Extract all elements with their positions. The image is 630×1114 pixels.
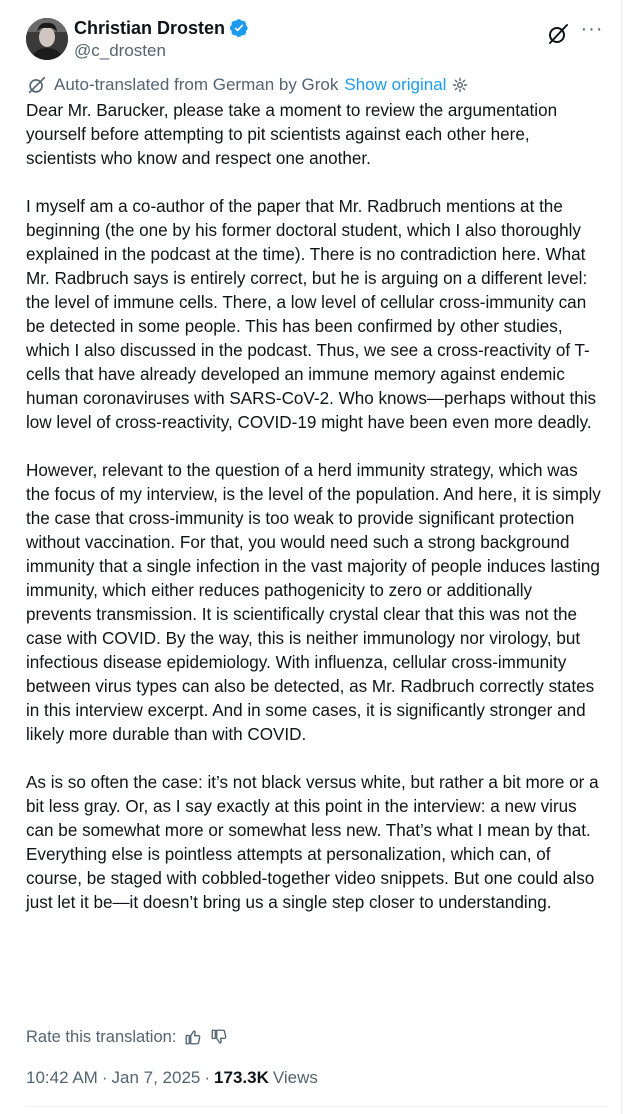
thumbs-up-icon[interactable] [184,1028,202,1046]
rate-translation-label: Rate this translation: [26,1027,177,1046]
post-text [26,99,601,915]
more-icon[interactable]: ··· [580,18,604,40]
post-paragraph: Dear Mr. Barucker, please take a moment to review the argumentation yourself before attempting to pit scientists against each other here, scientists who know and respect one another. [26,101,558,168]
translation-notice-text: Auto-translated from German by Grok [54,75,339,94]
post-date[interactable]: Jan 7, 2025 [111,1068,201,1087]
meta-separator: · [204,1068,211,1087]
grok-icon[interactable] [546,22,570,46]
verified-badge-icon[interactable] [229,18,249,38]
column-border [621,0,622,1114]
grok-icon [26,74,48,96]
post-time[interactable]: 10:42 AM [26,1068,98,1087]
post-paragraph: However, relevant to the question of a herd immunity strategy, which was the focus of my interview, is the level of the population. And here, it is simply the case that cross-immunity is too weak to provide significant protection without vaccination. For that, you would need such a strong background immunity that a single infection in the vast majority of people induces lasting immunity, which either reduces pathogenicity to zero or additionally prevents transmission. It is scientifically crystal clear that this was not the case with COVID. By the way, this is neither immunology nor virology, but infectious disease epidemiology. With influenza, cellular cross-immunity between virus types can also be detected, as Mr. Radbruch correctly states in this interview excerpt. And in some cases, it is significantly stronger and likely more durable than with COVID. [26,461,601,744]
translation-notice [26,73,468,97]
handle[interactable]: @c_drosten [74,41,166,60]
gear-icon[interactable] [452,77,468,93]
show-original-link[interactable]: Show original [344,75,447,94]
views-label: Views [272,1068,318,1087]
post-header [26,16,606,62]
divider [26,1106,608,1107]
views-count[interactable]: 173.3K [214,1068,269,1087]
rate-translation [26,1025,228,1049]
avatar[interactable] [26,18,68,60]
post-meta [26,1066,318,1090]
meta-separator: · [101,1068,108,1087]
thumbs-down-icon[interactable] [210,1028,228,1046]
post-paragraph: I myself am a co-author of the paper that Mr. Radbruch mentions at the beginning (the one by his former doctoral student, which I also thoroughly explained in the podcast at the time). There is no contradiction here. What Mr. Radbruch says is entirely correct, but he is arguing on a different level: the level of immune cells. There, a low level of cellular cross-immunity can be detected in some people. This has been confirmed by other studies, which I also discussed in the podcast. Thus, we see a cross-reactivity of T-cells that have already developed an immune memory against endemic human coronaviruses with SARS-CoV-2. Who knows—perhaps without this low level of cross-reactivity, COVID-19 might have been even more deadly. [26,197,597,432]
post-paragraph: As is so often the case: it’s not black versus white, but rather a bit more or a bit less gray. Or, as I say exactly at this point in the interview: a new virus can be somewhat more or somewhat less new. That’s what I mean by that. Everything else is pointless attempts at personalization, which can, of course, be staged with cobbled-together video snippets. But one could also just let it be—it doesn’t bring us a single step closer to understanding. [26,773,599,912]
display-name[interactable]: Christian Drosten [74,17,226,38]
